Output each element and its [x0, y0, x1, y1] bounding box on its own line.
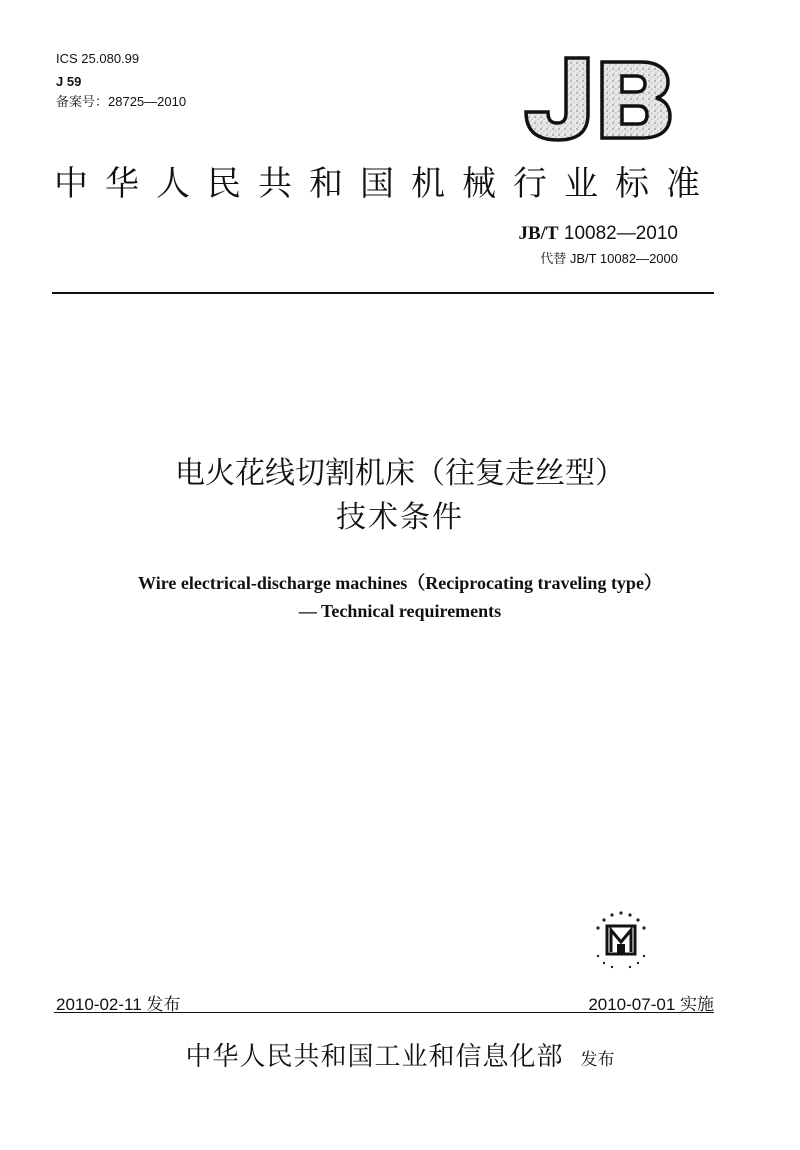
- publisher: [0, 1036, 800, 1073]
- record-number: 备案号：28725—2010: [56, 94, 187, 109]
- title-en-line2: — Technical requirements: [298, 601, 502, 621]
- title-zh-line1: 电火花线切割机床（往复走丝型）: [175, 456, 625, 491]
- ics-code: ICS 25.080.99: [56, 51, 140, 66]
- title-zh-line2: 技术条件: [336, 500, 464, 535]
- issue-date: 2010-02-11 发布: [56, 995, 181, 1014]
- classification-code: J 59: [56, 74, 82, 89]
- standard-number: [518, 223, 678, 245]
- implementation-date: 2010-07-01 实施: [588, 995, 714, 1014]
- title-en-line1: Wire electrical-discharge machines（Reciprocating traveling type）: [138, 573, 662, 593]
- jb-logo-icon: [522, 56, 672, 142]
- standard-category: 中华人民共和国机械行业标准: [54, 164, 717, 204]
- title-english: [0, 569, 770, 625]
- publisher-org: 中华人民共和国工业和信息化部: [185, 1042, 564, 1072]
- publisher-emblem-icon: [590, 910, 652, 972]
- replaces-standard: 代替 JB/T 10082—2000: [540, 251, 678, 266]
- standard-prefix: JB/T: [518, 223, 559, 244]
- footer-divider: [54, 1012, 714, 1013]
- title-chinese: [0, 452, 800, 540]
- header-divider: [52, 292, 714, 294]
- standard-number-value: 10082—2010: [563, 223, 678, 244]
- publisher-action: 发布: [580, 1050, 615, 1070]
